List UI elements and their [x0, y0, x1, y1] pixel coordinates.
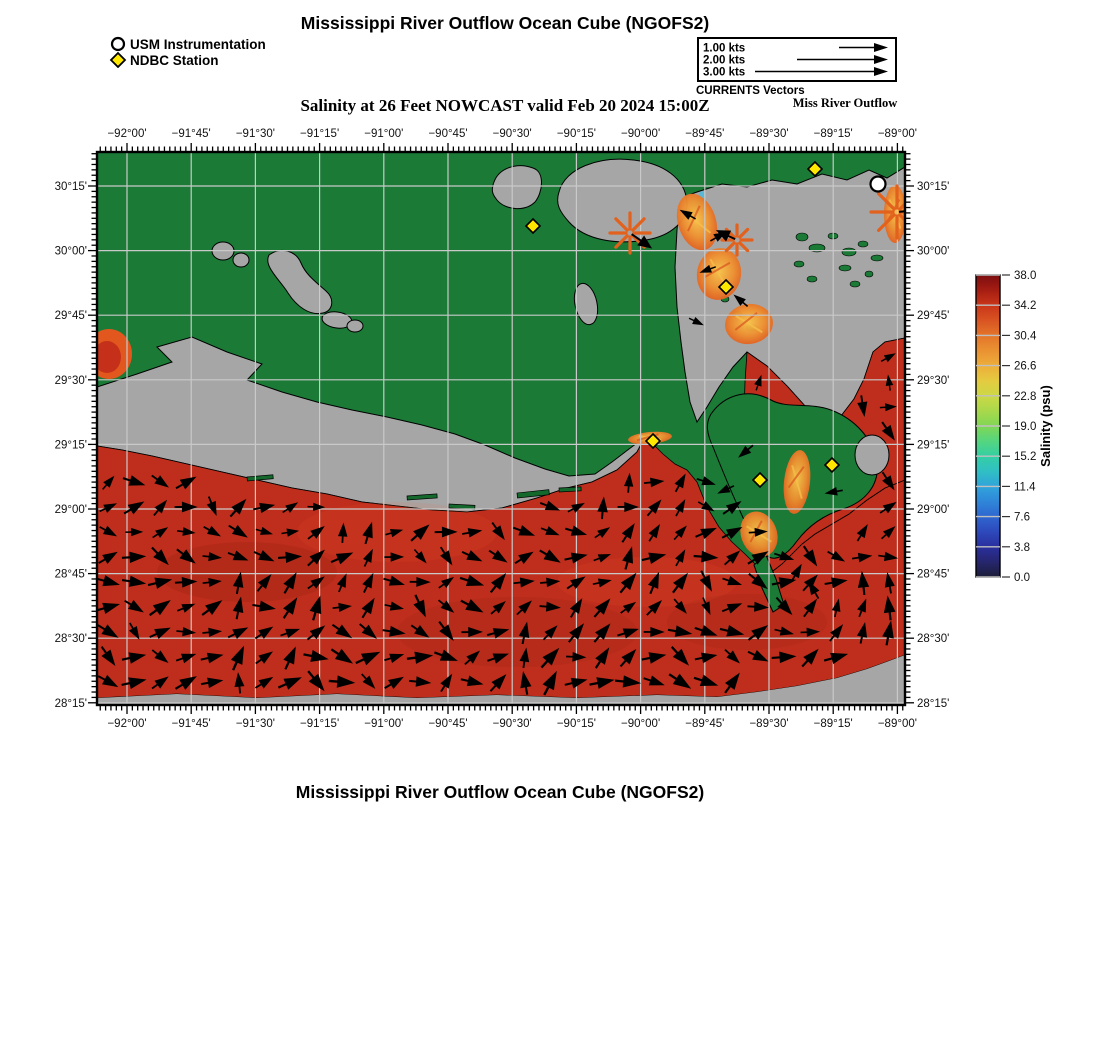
x-tick-label: −92°00': [107, 718, 147, 730]
x-tick-label: −91°00': [364, 128, 404, 140]
colorbar-tick-label: 30.4: [1014, 330, 1037, 343]
x-tick-label: −90°30': [492, 128, 532, 140]
x-tick-label: −91°15': [300, 718, 340, 730]
x-tick-label: −90°00': [621, 718, 661, 730]
x-tick-label: −91°00': [364, 718, 404, 730]
x-tick-label: −90°15': [556, 718, 596, 730]
delta-gray-pocket: [855, 435, 889, 475]
small-lake: [347, 320, 363, 332]
x-tick-label: −89°15': [813, 128, 853, 140]
ndbc-diamond-icon: [108, 52, 128, 68]
colorbar-tick-label: 0.0: [1014, 572, 1030, 584]
y-tick-label: 29°15': [917, 439, 950, 452]
usm-station-marker: [871, 177, 886, 192]
currents-vector-key: [697, 37, 897, 82]
legend-ndbc-label: NDBC Station: [130, 52, 219, 68]
y-tick-label: 28°30': [917, 633, 950, 646]
x-tick-label: −89°00': [877, 128, 917, 140]
y-tick-label: 28°45': [54, 568, 87, 581]
vector-key-label: 1.00 kts: [703, 42, 746, 55]
map-canvas: [40, 120, 970, 740]
x-tick-label: −89°30': [749, 718, 789, 730]
page-title: Mississippi River Outflow Ocean Cube (NGOFS2): [300, 13, 710, 33]
y-tick-label: 30°15': [917, 181, 950, 193]
y-tick-label: 29°30': [917, 374, 950, 387]
y-tick-label: 28°45': [917, 568, 950, 581]
miss-river-outflow-label: Miss River Outflow: [792, 96, 898, 110]
y-tick-label: 28°15': [917, 697, 950, 710]
x-tick-label: −89°15': [813, 718, 853, 730]
colorbar-tick-label: 7.6: [1014, 511, 1030, 524]
colorbar-tick-label: 38.0: [1014, 270, 1037, 282]
x-tick-label: −89°45': [685, 128, 725, 140]
x-tick-label: −90°45': [428, 128, 468, 140]
colorbar-tick-label: 34.2: [1014, 300, 1037, 313]
y-tick-label: 28°30': [54, 633, 87, 646]
x-tick-label: −91°45': [171, 128, 211, 140]
plot-subtitle: Salinity at 26 Feet NOWCAST valid Feb 20 2024 15:00Z: [300, 96, 710, 115]
small-lake: [233, 253, 249, 267]
station-legend: [108, 36, 266, 68]
currents-vectors-caption: CURRENTS Vectors: [696, 85, 805, 97]
lake-pontchartrain: [558, 159, 687, 242]
y-tick-label: 30°15': [54, 181, 87, 193]
legend-usm-label: USM Instrumentation: [130, 36, 266, 52]
colorbar-tick-label: 11.4: [1014, 481, 1036, 494]
x-tick-label: −89°30': [749, 128, 789, 140]
y-tick-label: 29°45': [917, 310, 950, 323]
x-tick-label: −91°45': [171, 718, 211, 730]
vector-key-label: 2.00 kts: [703, 54, 746, 67]
y-tick-label: 28°15': [54, 697, 87, 710]
colorbar-tick-label: 15.2: [1014, 451, 1037, 464]
x-tick-label: −89°00': [877, 718, 917, 730]
legend-usm-row: [108, 36, 266, 52]
y-tick-label: 29°30': [54, 374, 87, 387]
y-tick-label: 29°15': [54, 439, 87, 452]
colorbar-tick-label: 26.6: [1014, 360, 1037, 373]
y-tick-label: 29°00': [54, 504, 87, 516]
x-tick-label: −90°45': [428, 718, 468, 730]
vector-key-canvas: [699, 39, 891, 78]
x-tick-label: −92°00': [107, 128, 147, 140]
x-tick-label: −91°30': [235, 718, 275, 730]
usm-circle-icon: [108, 36, 128, 52]
x-tick-label: −90°00': [621, 128, 661, 140]
colorbar: [962, 263, 1097, 598]
colorbar-tick-label: 22.8: [1014, 390, 1037, 403]
x-tick-label: −91°15': [300, 128, 340, 140]
map-area: [86, 152, 929, 705]
colorbar-tick-label: 19.0: [1014, 421, 1037, 433]
y-tick-label: 29°45': [54, 310, 87, 323]
colorbar-axis-label: Salinity (psu): [1038, 385, 1053, 467]
y-tick-label: 30°00': [54, 245, 87, 258]
x-tick-label: −89°45': [685, 718, 725, 730]
bottom-title: Mississippi River Outflow Ocean Cube (NGOFS2): [295, 782, 705, 802]
x-tick-label: −90°15': [556, 128, 596, 140]
y-tick-label: 30°00': [917, 245, 950, 258]
vector-key-label: 3.00 kts: [703, 66, 746, 78]
x-tick-label: −90°30': [492, 718, 532, 730]
legend-ndbc-row: [108, 52, 266, 68]
y-tick-label: 29°00': [917, 504, 950, 516]
x-tick-label: −91°30': [235, 128, 275, 140]
colorbar-tick-label: 3.8: [1014, 541, 1030, 554]
